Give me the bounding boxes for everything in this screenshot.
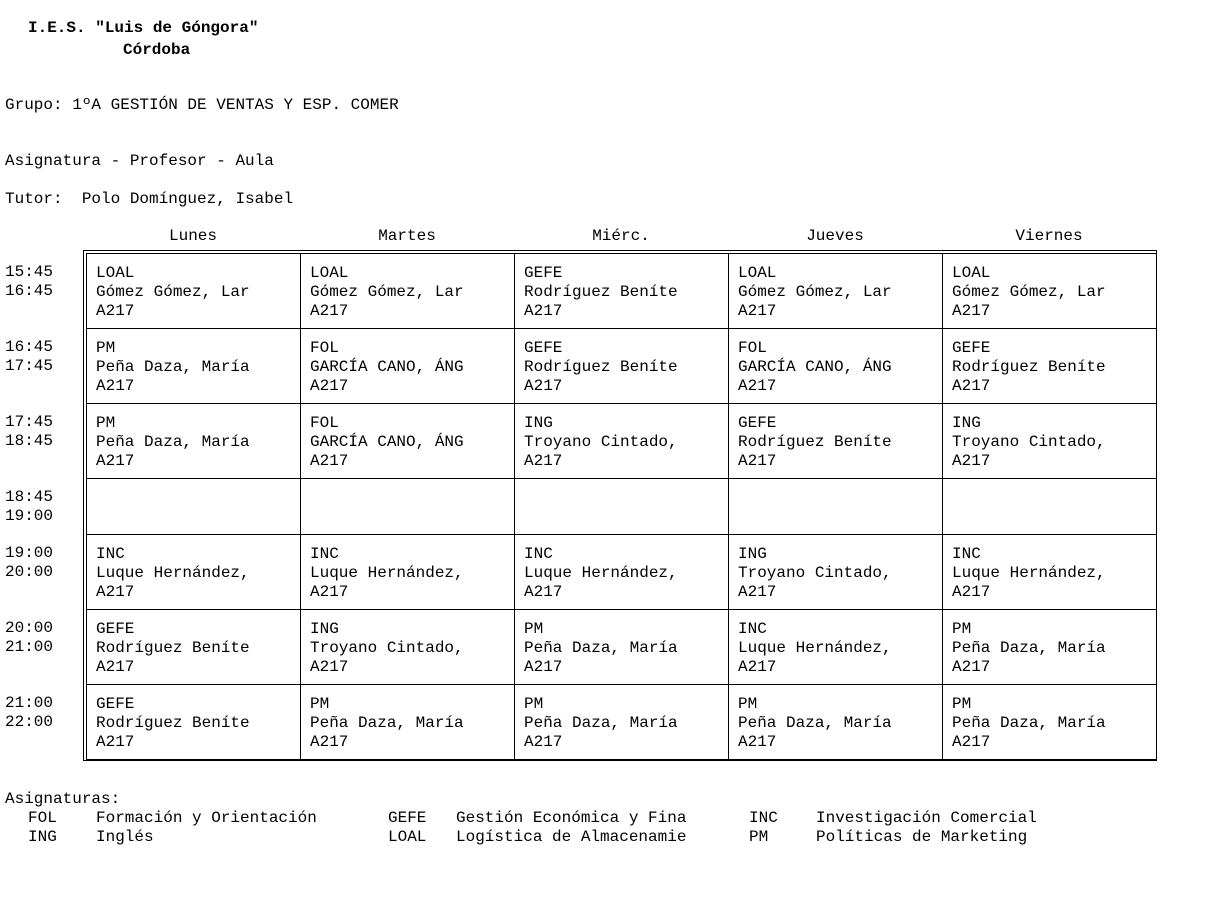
timetable-grid [86, 253, 1157, 761]
room: A217 [524, 302, 563, 320]
timetable-cell [515, 610, 729, 685]
day-header: Martes [378, 227, 436, 245]
teacher-name: Gómez Gómez, Lar [952, 283, 1106, 301]
teacher-name: Peña Daza, María [310, 714, 464, 732]
room: A217 [952, 658, 991, 676]
room: A217 [738, 658, 777, 676]
teacher-name: Luque Hernández, [310, 564, 464, 582]
room: A217 [738, 302, 777, 320]
subject-code: PM [310, 695, 330, 713]
timetable-cell [301, 685, 515, 760]
room: A217 [738, 733, 777, 751]
subject-code: FOL [310, 339, 339, 357]
subtitle-line: Asignatura - Profesor - Aula [5, 152, 274, 170]
legend-code: LOAL [388, 828, 427, 846]
room: A217 [96, 658, 135, 676]
room: A217 [524, 733, 563, 751]
day-header: Viernes [1015, 227, 1083, 245]
timetable-row [87, 610, 1157, 685]
subject-code: LOAL [310, 264, 349, 282]
subject-code: ING [310, 620, 339, 638]
legend-title: Asignaturas: [5, 790, 121, 808]
room: A217 [96, 452, 135, 470]
subject-code: GEFE [738, 414, 777, 432]
room: A217 [738, 377, 777, 395]
time-end: 20:00 [5, 563, 54, 581]
room: A217 [952, 583, 991, 601]
teacher-name: Troyano Cintado, [524, 433, 678, 451]
room: A217 [524, 377, 563, 395]
time-end: 19:00 [5, 507, 54, 525]
subject-code: ING [738, 545, 767, 563]
subject-code: ING [952, 414, 981, 432]
timetable-cell [943, 404, 1157, 479]
timetable-cell [87, 535, 301, 610]
teacher-name: Peña Daza, María [524, 639, 678, 657]
tutor-line: Tutor: Polo Domínguez, Isabel [5, 190, 294, 208]
timetable-row [87, 535, 1157, 610]
timetable-cell [515, 404, 729, 479]
timetable-cell [301, 479, 515, 535]
timetable-cell [729, 329, 943, 404]
timetable-row [87, 254, 1157, 329]
timetable-cell [515, 479, 729, 535]
subject-code: FOL [310, 414, 339, 432]
day-header: Miérc. [592, 227, 650, 245]
teacher-name: Gómez Gómez, Lar [96, 283, 250, 301]
room: A217 [96, 377, 135, 395]
subject-code: GEFE [524, 264, 563, 282]
teacher-name: Gómez Gómez, Lar [310, 283, 464, 301]
school-city: Córdoba [123, 41, 191, 59]
room: A217 [310, 658, 349, 676]
time-start: 15:45 [5, 263, 54, 281]
subject-code: PM [524, 620, 544, 638]
subject-code: LOAL [738, 264, 777, 282]
timetable-cell [87, 404, 301, 479]
timetable-cell [943, 535, 1157, 610]
time-start: 16:45 [5, 338, 54, 356]
time-start: 19:00 [5, 544, 54, 562]
subject-code: PM [952, 620, 972, 638]
room: A217 [738, 583, 777, 601]
time-end: 21:00 [5, 638, 54, 656]
time-end: 17:45 [5, 357, 54, 375]
subject-code: PM [524, 695, 544, 713]
teacher-name: Troyano Cintado, [310, 639, 464, 657]
room: A217 [310, 452, 349, 470]
room: A217 [310, 733, 349, 751]
room: A217 [96, 302, 135, 320]
room: A217 [952, 452, 991, 470]
timetable-cell [301, 254, 515, 329]
teacher-name: Luque Hernández, [952, 564, 1106, 582]
subject-code: PM [952, 695, 972, 713]
legend-code: PM [749, 828, 769, 846]
room: A217 [96, 733, 135, 751]
subject-code: GEFE [96, 695, 135, 713]
teacher-name: Luque Hernández, [738, 639, 892, 657]
group-line: Grupo: 1ºA GESTIÓN DE VENTAS Y ESP. COMER [5, 96, 399, 114]
timetable-cell [515, 535, 729, 610]
teacher-name: Peña Daza, María [952, 639, 1106, 657]
school-name: I.E.S. "Luis de Góngora" [28, 19, 259, 37]
timetable-cell [301, 535, 515, 610]
legend-code: ING [28, 828, 57, 846]
teacher-name: Peña Daza, María [96, 358, 250, 376]
teacher-name: Peña Daza, María [738, 714, 892, 732]
timetable-cell [87, 610, 301, 685]
timetable-cell [943, 329, 1157, 404]
timetable-cell [729, 254, 943, 329]
day-header: Lunes [168, 227, 217, 245]
teacher-name: Peña Daza, María [524, 714, 678, 732]
subject-code: LOAL [952, 264, 991, 282]
teacher-name: GARCÍA CANO, ÁNG [310, 358, 464, 376]
teacher-name: Luque Hernández, [524, 564, 678, 582]
timetable-cell [301, 610, 515, 685]
teacher-name: Rodríguez Beníte [952, 358, 1106, 376]
subject-code: LOAL [96, 264, 135, 282]
timetable-cell [515, 685, 729, 760]
timetable-cell [943, 610, 1157, 685]
timetable-cell [515, 329, 729, 404]
room: A217 [524, 583, 563, 601]
teacher-name: GARCÍA CANO, ÁNG [310, 433, 464, 451]
timetable-cell [729, 610, 943, 685]
timetable-cell [729, 404, 943, 479]
timetable-row [87, 404, 1157, 479]
subject-code: INC [310, 545, 339, 563]
subject-code: INC [952, 545, 981, 563]
timetable-row [87, 329, 1157, 404]
subject-code: GEFE [952, 339, 991, 357]
teacher-name: Gómez Gómez, Lar [738, 283, 892, 301]
timetable-cell [515, 254, 729, 329]
teacher-name: Rodríguez Beníte [738, 433, 892, 451]
legend-code: GEFE [388, 809, 427, 827]
timetable-cell [87, 329, 301, 404]
room: A217 [310, 583, 349, 601]
room: A217 [952, 302, 991, 320]
timetable-row [87, 685, 1157, 760]
legend-name: Logística de Almacenamie [456, 828, 687, 846]
teacher-name: Rodríguez Beníte [524, 358, 678, 376]
teacher-name: Luque Hernández, [96, 564, 250, 582]
teacher-name: Rodríguez Beníte [524, 283, 678, 301]
time-end: 16:45 [5, 282, 54, 300]
time-end: 22:00 [5, 713, 54, 731]
legend-name: Investigación Comercial [816, 809, 1037, 827]
room: A217 [524, 658, 563, 676]
legend-name: Inglés [96, 828, 154, 846]
teacher-name: Rodríguez Beníte [96, 639, 250, 657]
timetable-cell [87, 479, 301, 535]
subject-code: PM [96, 339, 116, 357]
room: A217 [952, 733, 991, 751]
teacher-name: Troyano Cintado, [738, 564, 892, 582]
timetable-cell [729, 535, 943, 610]
subject-code: FOL [738, 339, 767, 357]
timetable-cell [943, 254, 1157, 329]
timetable-row [87, 479, 1157, 535]
timetable-cell [729, 685, 943, 760]
room: A217 [738, 452, 777, 470]
legend-name: Gestión Económica y Fina [456, 809, 687, 827]
timetable-cell [87, 685, 301, 760]
subject-code: GEFE [524, 339, 563, 357]
room: A217 [310, 302, 349, 320]
timetable-cell [943, 479, 1157, 535]
time-end: 18:45 [5, 432, 54, 450]
timetable-cell [729, 479, 943, 535]
subject-code: PM [738, 695, 758, 713]
room: A217 [524, 452, 563, 470]
room: A217 [952, 377, 991, 395]
subject-code: ING [524, 414, 553, 432]
subject-code: INC [524, 545, 553, 563]
legend-code: FOL [28, 809, 57, 827]
teacher-name: Rodríguez Beníte [96, 714, 250, 732]
subject-code: PM [96, 414, 116, 432]
time-start: 18:45 [5, 488, 54, 506]
timetable-cell [301, 329, 515, 404]
time-start: 21:00 [5, 694, 54, 712]
legend-name: Políticas de Marketing [816, 828, 1028, 846]
legend-name: Formación y Orientación [96, 809, 317, 827]
timetable-cell [87, 254, 301, 329]
room: A217 [96, 583, 135, 601]
subject-code: INC [96, 545, 125, 563]
timetable-cell [301, 404, 515, 479]
timetable-cell [943, 685, 1157, 760]
legend-code: INC [749, 809, 778, 827]
room: A217 [310, 377, 349, 395]
teacher-name: Troyano Cintado, [952, 433, 1106, 451]
teacher-name: Peña Daza, María [952, 714, 1106, 732]
teacher-name: GARCÍA CANO, ÁNG [738, 358, 892, 376]
subject-code: GEFE [96, 620, 135, 638]
day-header: Jueves [806, 227, 864, 245]
teacher-name: Peña Daza, María [96, 433, 250, 451]
time-start: 20:00 [5, 619, 54, 637]
time-start: 17:45 [5, 413, 54, 431]
subject-code: INC [738, 620, 767, 638]
